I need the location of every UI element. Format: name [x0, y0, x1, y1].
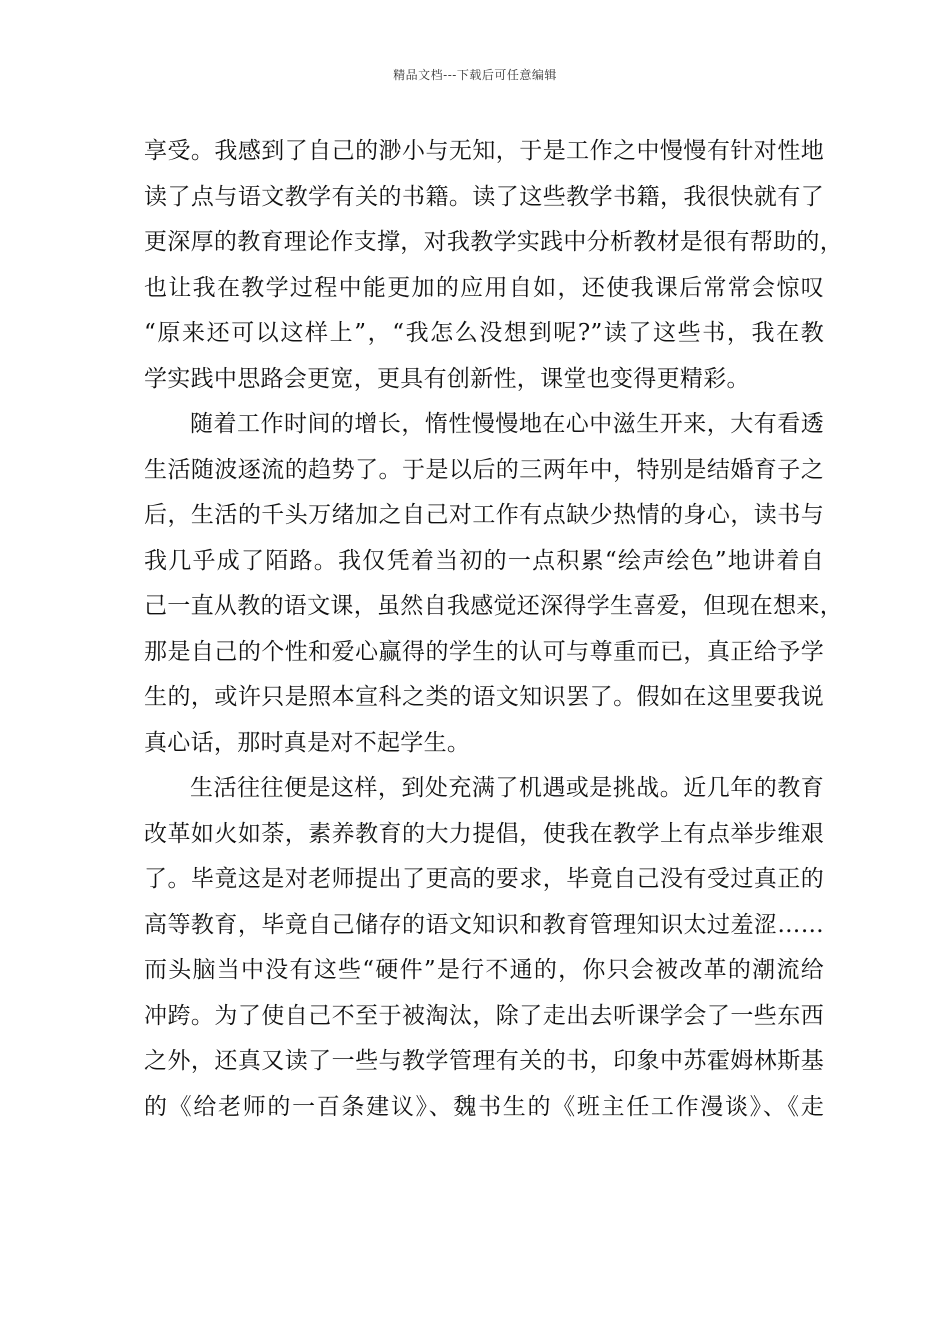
document-body: [144, 129, 843, 1130]
text-line: 而头脑当中没有这些“硬件”是行不通的，你只会被改革的潮流给: [144, 957, 824, 983]
text-line: 随着工作时间的增长，惰性慢慢地在心中滋生开来，大有看透: [190, 411, 824, 437]
paragraph-1: [144, 129, 843, 402]
text-line: 享受。我感到了自己的渺小与无知，于是工作之中慢慢有针对性地: [144, 138, 824, 164]
text-line: 也让我在教学过程中能更加的应用自如，还使我课后常常会惊叹: [144, 274, 824, 301]
text-line: 我几乎成了陌路。我仅凭着当初的一点积累“绘声绘色”地讲着自: [144, 547, 824, 574]
text-line: 那是自己的个性和爱心赢得的学生的认可与尊重而已，真正给予学: [144, 638, 824, 665]
text-line: 改革如火如荼，素养教育的大力提倡，使我在教学上有点举步维艰: [144, 820, 824, 847]
text-line: 生活随波逐流的趋势了。于是以后的三两年中，特别是结婚育子之: [144, 456, 824, 483]
text-line: 生活往往便是这样，到处充满了机遇或是挑战。近几年的教育: [190, 775, 824, 801]
text-line: 后，生活的千头万绪加之自己对工作有点缺少热情的身心，读书与: [144, 502, 824, 528]
text-line: 学实践中思路会更宽，更具有创新性，课堂也变得更精彩。: [144, 365, 750, 392]
text-line: 冲跨。为了使自己不至于被淘汰，除了走出去听课学会了一些东西: [144, 1002, 824, 1029]
paragraph-2: [144, 402, 843, 766]
text-line: 生的，或许只是照本宣科之类的语文知识罢了。假如在这里要我说: [144, 684, 824, 710]
text-line: 的《给老师的一百条建议》、魏书生的《班主任工作漫谈》、《走: [144, 1093, 824, 1120]
page-header: 精品文档---下载后可任意编辑: [393, 68, 557, 82]
text-line: 己一直从教的语文课，虽然自我感觉还深得学生喜爱，但现在想来，: [144, 593, 843, 619]
text-line: 高等教育，毕竟自己储存的语文知识和教育管理知识太过羞涩……: [144, 911, 824, 938]
paragraph-3: [144, 766, 824, 1130]
text-line: 读了点与语文教学有关的书籍。读了这些教学书籍，我很快就有了: [144, 183, 824, 210]
text-line: 之外，还真又读了一些与教学管理有关的书，印象中苏霍姆林斯基: [144, 1048, 824, 1074]
text-line: 真心话，那时真是对不起学生。: [144, 729, 471, 756]
text-line: 了。毕竟这是对老师提出了更高的要求，毕竟自己没有受过真正的: [144, 866, 824, 892]
text-line: “原来还可以这样上”，“我怎么没想到呢?”读了这些书，我在教: [144, 320, 824, 346]
text-line: 更深厚的教育理论作支撑，对我教学实践中分析教材是很有帮助的，: [144, 229, 843, 255]
